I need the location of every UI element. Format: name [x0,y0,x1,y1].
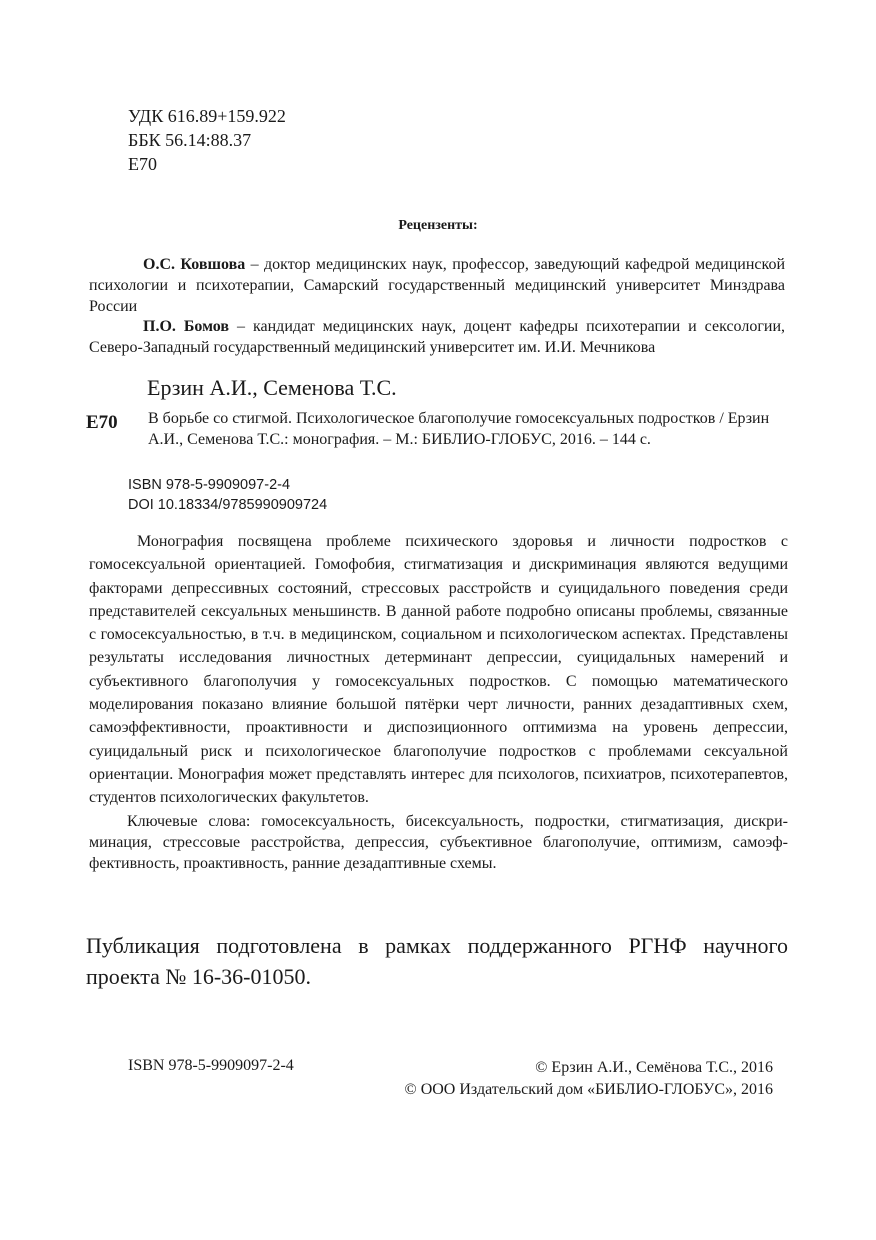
copyright-authors: © Ерзин А.И., Семёнова Т.С., 2016 [535,1059,773,1076]
isbn: ISBN 978-5-9909097-2-4 [128,477,291,493]
classification-block [128,104,286,176]
reviewer-1-description: – доктор медицинских наук, профессор, заведующий кафедрой медицинской психологии и психотерапии, Самарский государственный медицинский университет Минздрава России [89,256,786,315]
copyright-publisher: © ООО Издательский дом «БИБЛИО-ГЛОБУС», 2016 [404,1081,773,1098]
catalog-mark: Е70 [86,412,118,433]
reviewer-2-name: П.О. Бомов [143,318,230,335]
reviewer-2 [89,316,785,358]
keywords-paragraph: Ключевые слова: гомосексуальность, бисексуальность, подростки, стигматизация, дискриминация, стрессовые расстройства, депрессия, субъективное благополучие, оптимизм, самоэффективность, проактивность, ранние дезадаптивные схемы. [89,813,788,872]
footer-isbn: ISBN 978-5-9909097-2-4 [128,1057,294,1074]
publication-note: Публикация подготовлена в рамках поддержанного РГНФ научного проекта № 16-36-01050. [86,933,788,989]
reviewer-1-name: О.С. Ковшова [143,256,246,273]
bbk-code: ББК 56.14:88.37 [128,130,252,150]
catalog-description: В борьбе со стигмой. Психологическое благополучие гомосексуальных подростков / Ерзин А.И., Семенова Т.С.: монография. – М.: БИБЛИО-ГЛОБУС, 2016. – 144 с. [148,410,770,448]
identifiers-block [128,475,327,515]
copyright-block [405,1057,773,1101]
reviewer-1 [89,254,785,317]
reviewer-2-description: – кандидат медицинских наук, доцент кафедры психотерапии и сексологии, Северо-Западный государственный медицинский университет им. И.И. Мечникова [89,318,786,356]
author-mark: Е70 [128,154,157,174]
udc-code: УДК 616.89+159.922 [128,106,286,126]
reviewers-title: Рецензенты: [398,218,478,233]
catalog-authors: Ерзин А.И., Семенова Т.С. [147,375,397,400]
doi: DOI 10.18334/9785990909724 [128,497,328,513]
abstract-paragraph: Монография посвящена проблеме психического здоровья и личности подростков с гомосексуальной ориентацией. Гомофобия, стигматизация и дискриминация являются ведущими факторами депрессивных состояний, стрессовых расстройств и суицидального поведения среди представителей сексуальных меньшинств. В данной работе подробно описаны проблемы, связанные с гомосексуальностью, в т.ч. в медицинском, социальном и психологическом аспектах. Представлены результаты исследования личностных детерминант депрессии, суицидальных намерений и субъективного благополучия у гомосексуальных подростков. С помощью математического моделирования показано влияние большой пятёрки черт личности, ранних дезадаптивных схем, самоэффективности, проактивности и диспозиционного оптимизма на уровень депрессии, суицидальный риск и психологическое благополучие подростков с проблемами сексуальной ориентации. Монография может представлять интерес для психологов, психиатров, психотерапевтов, студентов психологических факультетов. [89,533,788,807]
